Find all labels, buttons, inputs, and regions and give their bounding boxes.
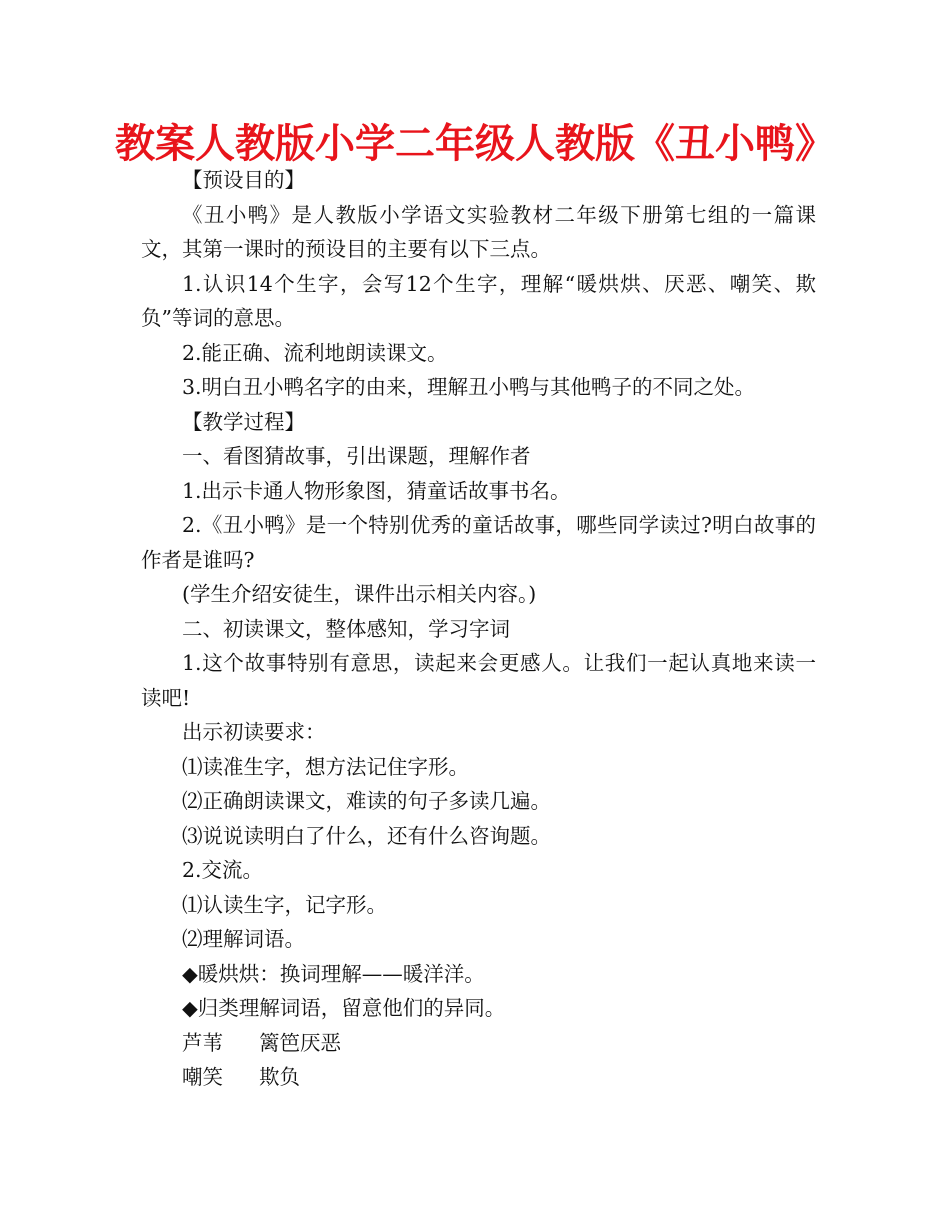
step-1-item-2: 2.《丑小鸭》是一个特别优秀的童话故事，哪些同学读过?明白故事的作者是谁吗? [141,513,816,572]
goal-item-2: 2.能正确、流利地朗读课文。 [182,340,448,365]
section-heading-goals: 【预设目的】 [182,168,305,192]
step-2-item-1: 1.这个故事特别有意思，读起来会更感人。让我们一起认真地来读一读吧! [141,651,816,710]
word-row-2 [141,1060,816,1095]
exchange-item-1: ⑴认读生字，记字形。 [182,892,387,917]
step-2-item-2: 2.交流。 [182,858,264,882]
paragraph-intro: 《丑小鸭》是人教版小学语文实验教材二年级下册第七组的一篇课文，其第一课时的预设目的主要有以下三点。 [141,202,816,261]
step-1-item-1: 1.出示卡通人物形象图，猜童话故事书名。 [182,478,571,503]
step-1-note: (学生介绍安徒生，课件出示相关内容。) [182,582,537,606]
word-row-1 [141,1026,816,1061]
vocabulary-note-2: ◆归类理解词语，留意他们的异同。 [182,996,506,1020]
word-item: 欺负 [259,1065,300,1089]
word-item: 篱笆厌恶 [259,1030,341,1055]
section-heading-process: 【教学过程】 [182,409,305,434]
reading-requirements-heading: 出示初读要求： [182,720,326,744]
step-heading-1: 一、看图猜故事，引出课题，理解作者 [182,444,531,468]
document-title: 教案人教版小学二年级人教版《丑小鸭》 [115,121,835,167]
vocabulary-note-1: ◆暖烘烘：换词理解——暖洋洋。 [182,961,485,986]
reading-requirement-3: ⑶说说读明白了什么，还有什么咨询题。 [182,823,551,848]
exchange-item-2: ⑵理解词语。 [182,927,305,951]
reading-requirement-1: ⑴读准生字，想方法记住字形。 [182,754,469,779]
document-body [141,163,816,1095]
word-item: 芦苇 [182,1030,223,1055]
reading-requirement-2: ⑵正确朗读课文，难读的句子多读几遍。 [182,789,551,813]
goal-item-3: 3.明白丑小鸭名字的由来，理解丑小鸭与其他鸭子的不同之处。 [182,375,756,399]
goal-item-1: 1.认识14个生字，会写12个生字，理解“暖烘烘、厌恶、嘲笑、欺负”等词的意思。 [141,271,816,330]
word-item: 嘲笑 [182,1065,223,1089]
step-heading-2: 二、初读课文，整体感知，学习字词 [182,616,510,641]
